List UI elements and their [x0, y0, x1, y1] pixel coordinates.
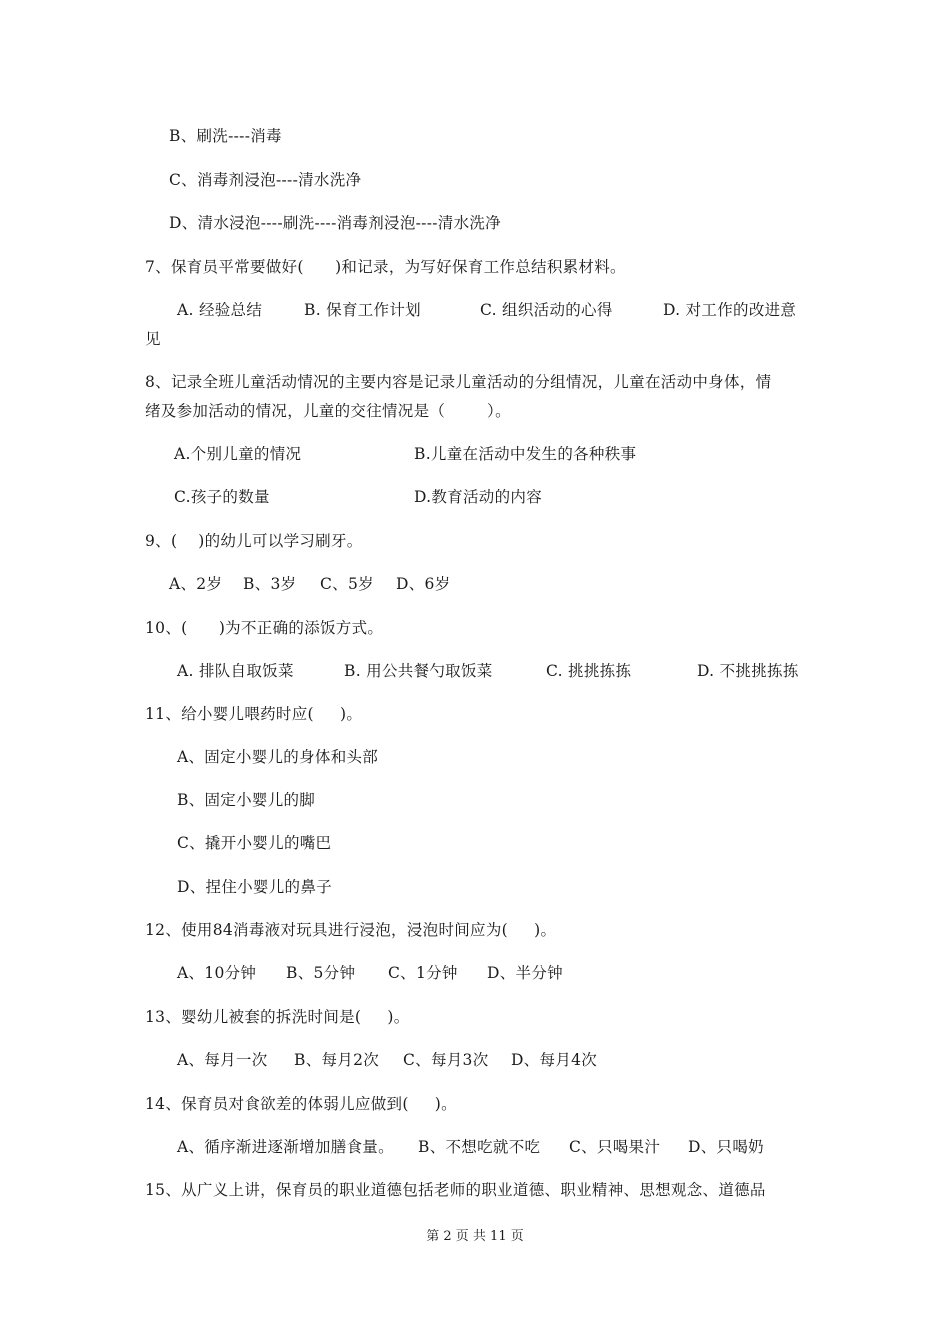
q12-option-c: C、1分钟 [388, 964, 458, 982]
q11-option-b: B、固定小婴儿的脚 [177, 791, 316, 809]
q14-stem: 14、保育员对食欲差的体弱儿应做到( )。 [145, 1095, 457, 1113]
q7-option-d-wrap: 见 [145, 330, 161, 348]
q8-stem-line1: 8、记录全班儿童活动情况的主要内容是记录儿童活动的分组情况，儿童在活动中身体，情 [145, 373, 772, 391]
q6-option-c: C、消毒剂浸泡----清水洗净 [169, 171, 362, 189]
q8-stem-line2: 绪及参加活动的情况，儿童的交往情况是（ ）。 [145, 402, 511, 420]
q7-option-a: A. 经验总结 [177, 301, 263, 319]
q13-option-a: A、每月一次 [177, 1051, 268, 1069]
q14-option-c: C、只喝果汁 [569, 1138, 661, 1156]
q6-option-b: B、刷洗----消毒 [169, 127, 282, 145]
q11-stem: 11、给小婴儿喂药时应( )。 [145, 705, 363, 723]
q8-option-c: C.孩子的数量 [174, 488, 270, 506]
page-number-footer: 第 2 页 共 11 页 [426, 1229, 524, 1244]
q7-option-d: D. 对工作的改进意 [663, 301, 797, 319]
q15-stem: 15、从广义上讲，保育员的职业道德包括老师的职业道德、职业精神、思想观念、道德品 [145, 1181, 766, 1199]
q14-option-a: A、循序渐进逐渐增加膳食量。 [177, 1138, 394, 1156]
q9-option-b: B、3岁 [243, 575, 297, 593]
q9-option-d: D、6岁 [396, 575, 451, 593]
q9-option-c: C、5岁 [320, 575, 374, 593]
q10-stem: 10、( )为不正确的添饭方式。 [145, 619, 384, 637]
q12-option-a: A、10分钟 [177, 964, 257, 982]
q8-option-d: D.教育活动的内容 [414, 488, 543, 506]
q10-option-b: B. 用公共餐勺取饭菜 [344, 662, 493, 680]
q10-option-d: D. 不挑挑拣拣 [697, 662, 799, 680]
q7-stem: 7、保育员平常要做好( )和记录，为写好保育工作总结积累材料。 [145, 258, 626, 276]
q14-option-d: D、只喝奶 [688, 1138, 764, 1156]
q8-option-b: B.儿童在活动中发生的各种秩事 [414, 445, 637, 463]
q12-option-d: D、半分钟 [487, 964, 563, 982]
q11-option-a: A、固定小婴儿的身体和头部 [177, 748, 379, 766]
q14-option-b: B、不想吃就不吃 [418, 1138, 541, 1156]
q9-option-a: A、2岁 [169, 575, 223, 593]
q10-option-a: A. 排队自取饭菜 [177, 662, 294, 680]
q12-option-b: B、5分钟 [286, 964, 356, 982]
q13-option-c: C、每月3次 [403, 1051, 489, 1069]
q9-stem: 9、( )的幼儿可以学习刷牙。 [145, 532, 363, 550]
q11-option-d: D、捏住小婴儿的鼻子 [177, 878, 332, 896]
q13-option-b: B、每月2次 [294, 1051, 380, 1069]
q6-option-d: D、清水浸泡----刷洗----消毒剂浸泡----清水洗净 [169, 214, 501, 232]
q7-option-b: B. 保育工作计划 [304, 301, 421, 319]
q12-stem: 12、使用84消毒液对玩具进行浸泡，浸泡时间应为( )。 [145, 921, 557, 939]
q7-option-c: C. 组织活动的心得 [480, 301, 613, 319]
q13-stem: 13、婴幼儿被套的拆洗时间是( )。 [145, 1008, 410, 1026]
q8-option-a: A.个别儿童的情况 [174, 445, 302, 463]
q10-option-c: C. 挑挑拣拣 [546, 662, 632, 680]
q11-option-c: C、撬开小婴儿的嘴巴 [177, 834, 332, 852]
q13-option-d: D、每月4次 [511, 1051, 598, 1069]
